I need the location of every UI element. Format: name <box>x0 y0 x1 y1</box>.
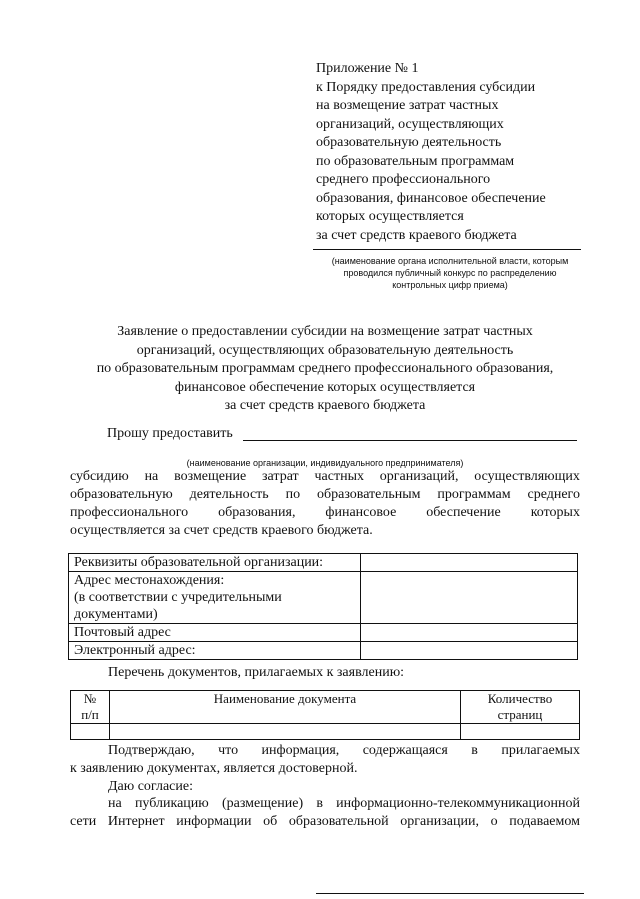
signature-line <box>316 893 584 894</box>
table-row <box>69 572 578 624</box>
paragraph-line <box>70 742 580 760</box>
email-label: Электронный адрес: <box>69 642 361 660</box>
paragraph-line <box>70 504 580 522</box>
word: информации <box>176 814 252 829</box>
word: образования, <box>218 505 296 520</box>
caption-line: (наименование органа исполнительной власти, которым <box>331 256 569 266</box>
word: о <box>490 814 498 829</box>
word: информационно-телекоммуникационной <box>336 796 580 811</box>
address-value-cell[interactable] <box>361 572 578 624</box>
requisites-value-cell[interactable] <box>361 554 578 572</box>
request-label: Прошу предоставить <box>107 426 233 441</box>
documents-table <box>70 690 580 740</box>
appendix-line: образования, финансовое обеспечение <box>316 190 546 206</box>
paragraph-line <box>70 813 580 831</box>
word: которых <box>530 505 580 520</box>
word: содержащаяся <box>362 743 448 758</box>
caption-line: контрольных цифр приема) <box>392 280 508 290</box>
word: образовательной <box>288 814 389 829</box>
requisites-table <box>68 553 578 660</box>
paragraph-line: к заявлению документах, является достоверной. <box>70 761 358 776</box>
title-line: Заявление о предоставлении субсидии на возмещение затрат частных <box>117 324 533 339</box>
confirmation-paragraph <box>70 742 580 778</box>
organization-name-line[interactable] <box>243 440 577 441</box>
appendix-line: на возмещение затрат частных <box>316 98 499 113</box>
word: в <box>471 743 478 758</box>
pages-cell[interactable] <box>461 724 580 740</box>
consent-label: Даю согласие: <box>108 779 193 794</box>
appendix-header <box>316 60 586 245</box>
word: подаваемом <box>509 814 580 829</box>
caption-line: проводился публичный конкурс по распределению <box>343 268 557 278</box>
table-header-row <box>71 691 580 724</box>
word: возмещение <box>174 469 247 484</box>
column-name-header: Наименование документа <box>110 691 461 724</box>
appendix-line: среднего профессионального <box>316 172 491 187</box>
word: в <box>316 796 323 811</box>
word: сети <box>70 814 97 829</box>
email-value-cell[interactable] <box>361 642 578 660</box>
appendix-line: Приложение № 1 <box>316 61 419 76</box>
appendix-line: организаций, осуществляющих <box>316 116 504 132</box>
word: организации, <box>400 814 479 829</box>
requisites-label: Реквизиты образовательной организации: <box>69 554 361 572</box>
word: финансовое <box>325 505 397 520</box>
column-number-header: № п/п <box>71 691 110 724</box>
word: на <box>144 469 159 484</box>
postal-address-label: Почтовый адрес <box>69 624 361 642</box>
documents-heading: Перечень документов, прилагаемых к заявлению: <box>108 665 405 680</box>
paragraph-line: осуществляется за счет средств краевого бюджета. <box>70 523 373 538</box>
word: Интернет <box>107 814 165 829</box>
word: обеспечение <box>426 505 501 520</box>
table-row <box>69 624 578 642</box>
number-cell[interactable] <box>71 724 110 740</box>
address-label: Адрес местонахождения: (в соответствии с учредительными документами) <box>69 572 361 624</box>
word: информация, <box>261 743 340 758</box>
appendix-line: к Порядку предоставления субсидии <box>316 79 536 95</box>
word: образовательным <box>316 487 421 502</box>
appendix-line: образовательную деятельность <box>316 135 502 150</box>
appendix-line: по образовательным программам <box>316 153 515 169</box>
word: среднего <box>527 487 580 502</box>
word: осуществляющих <box>474 469 580 484</box>
word: об <box>263 814 278 829</box>
word: на <box>108 796 122 811</box>
appendix-line: которых осуществляется <box>316 209 464 224</box>
word: организаций, <box>379 469 459 484</box>
subsidy-paragraph <box>70 468 580 540</box>
word: деятельность <box>189 487 269 502</box>
table-row <box>69 554 578 572</box>
paragraph-line <box>70 486 580 504</box>
paragraph-line <box>70 468 580 486</box>
document-title <box>60 323 590 416</box>
organ-name-line[interactable] <box>313 249 581 250</box>
word: (размещение) <box>221 796 304 811</box>
word: публикацию <box>134 796 209 811</box>
word: что <box>218 743 239 758</box>
word: субсидию <box>70 469 129 484</box>
paragraph-line <box>70 795 580 813</box>
appendix-line: за счет средств краевого бюджета <box>316 227 517 243</box>
title-line: по образовательным программам среднего профессионального образования, <box>96 361 554 376</box>
table-row <box>69 642 578 660</box>
word: по <box>285 487 301 502</box>
title-line: финансовое обеспечение которых осуществляется <box>174 379 476 395</box>
word: образовательную <box>70 487 173 502</box>
table-row <box>71 724 580 740</box>
word: программам <box>437 487 511 502</box>
postal-address-value-cell[interactable] <box>361 624 578 642</box>
organ-name-caption <box>316 255 584 291</box>
title-line: за счет средств краевого бюджета <box>224 398 426 413</box>
word: Подтверждаю, <box>108 743 195 758</box>
column-pages-header: Количество страниц <box>461 691 580 724</box>
word: затрат <box>262 469 299 484</box>
document-name-cell[interactable] <box>110 724 461 740</box>
organization-name-caption: (наименование организации, индивидуального предпринимателя) <box>186 458 464 468</box>
word: профессионального <box>70 505 189 520</box>
word: частных <box>314 469 364 484</box>
title-line: организаций, осуществляющих образовательную деятельность <box>136 342 514 358</box>
consent-paragraph <box>70 795 580 831</box>
word: прилагаемых <box>501 743 580 758</box>
